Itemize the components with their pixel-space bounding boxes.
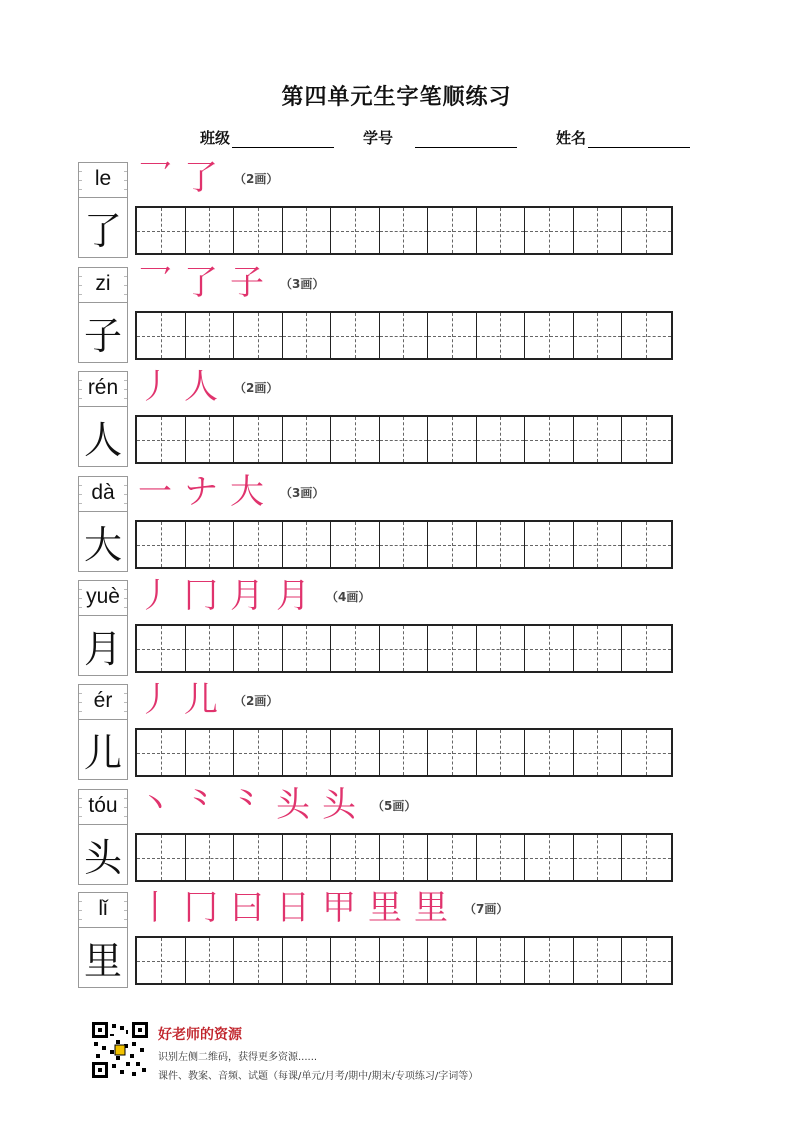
stroke-step: 甲 (322, 888, 356, 928)
writing-cell[interactable] (477, 626, 526, 671)
writing-cell[interactable] (137, 730, 186, 775)
pinyin-text: lǐ (82, 897, 124, 921)
writing-cell[interactable] (331, 313, 380, 358)
stroke-order (138, 365, 278, 409)
writing-cell[interactable] (186, 417, 235, 462)
stroke-order (138, 886, 508, 930)
writing-cell[interactable] (380, 626, 429, 671)
writing-cell[interactable] (137, 417, 186, 462)
writing-cell[interactable] (331, 835, 380, 880)
character-block (78, 680, 673, 781)
brand-name: 好老师的资源 (158, 1027, 242, 1043)
writing-cell[interactable] (574, 938, 623, 983)
stroke-step: 子 (230, 263, 264, 303)
stroke-count: （2画） (234, 380, 279, 395)
pinyin-text: dà (82, 481, 124, 505)
stroke-count: （4画） (326, 589, 371, 604)
writing-cell[interactable] (234, 626, 283, 671)
writing-cell[interactable] (525, 313, 574, 358)
writing-cell[interactable] (622, 313, 671, 358)
writing-cell[interactable] (622, 730, 671, 775)
writing-cell[interactable] (234, 313, 283, 358)
writing-cell[interactable] (428, 417, 477, 462)
writing-cell[interactable] (428, 626, 477, 671)
writing-cell[interactable] (234, 208, 283, 253)
character-box: 儿 (78, 720, 128, 780)
stroke-step: 月 (230, 576, 264, 616)
writing-cell[interactable] (477, 417, 526, 462)
stroke-step: 冂 (184, 888, 218, 928)
writing-cell[interactable] (574, 313, 623, 358)
writing-cell[interactable] (283, 522, 332, 567)
writing-cell[interactable] (428, 730, 477, 775)
character-block (78, 263, 673, 364)
writing-cell[interactable] (380, 417, 429, 462)
student-info (0, 127, 793, 151)
name-field (556, 127, 690, 148)
writing-cell[interactable] (234, 417, 283, 462)
stroke-step: 丿 (138, 576, 172, 616)
pinyin-text: le (82, 167, 124, 191)
pinyin-text: yuè (82, 585, 124, 609)
pinyin-text: rén (82, 376, 124, 400)
writing-grid (135, 206, 673, 255)
class-label: 班级 (200, 129, 231, 147)
character-block (78, 576, 673, 677)
character-block (78, 785, 673, 886)
stroke-step: 头 (276, 785, 310, 825)
writing-cell[interactable] (428, 938, 477, 983)
writing-cell[interactable] (428, 835, 477, 880)
character-box: 人 (78, 407, 128, 467)
pinyin-text: zi (82, 272, 124, 296)
pinyin-box (78, 267, 128, 303)
stroke-count: （7画） (464, 901, 509, 916)
writing-cell[interactable] (477, 208, 526, 253)
pinyin-box (78, 476, 128, 512)
stroke-step: 人 (184, 367, 218, 407)
pinyin-text: tóu (82, 794, 124, 818)
writing-cell[interactable] (477, 313, 526, 358)
writing-grid (135, 520, 673, 569)
stroke-order (138, 261, 324, 305)
student-number-label: 学号 (363, 129, 394, 147)
stroke-step: 了 (184, 158, 218, 198)
writing-cell[interactable] (622, 626, 671, 671)
writing-cell[interactable] (283, 417, 332, 462)
writing-cell[interactable] (331, 938, 380, 983)
character-box: 月 (78, 616, 128, 676)
writing-grid (135, 833, 673, 882)
stroke-step: 丶 (138, 785, 172, 825)
character-box: 了 (78, 198, 128, 258)
writing-cell[interactable] (525, 522, 574, 567)
writing-cell[interactable] (428, 522, 477, 567)
stroke-count: （3画） (280, 485, 325, 500)
writing-cell[interactable] (380, 938, 429, 983)
writing-cell[interactable] (331, 730, 380, 775)
writing-cell[interactable] (186, 522, 235, 567)
stroke-step: 儿 (184, 680, 218, 720)
character-box: 里 (78, 928, 128, 988)
writing-cell[interactable] (525, 730, 574, 775)
stroke-step: 大 (230, 472, 264, 512)
writing-cell[interactable] (283, 938, 332, 983)
writing-cell[interactable] (331, 626, 380, 671)
writing-cell[interactable] (380, 522, 429, 567)
writing-cell[interactable] (574, 522, 623, 567)
stroke-step: 乛 (138, 158, 172, 198)
pinyin-box (78, 892, 128, 928)
character-box: 头 (78, 825, 128, 885)
name-label: 姓名 (556, 129, 587, 147)
writing-cell[interactable] (428, 208, 477, 253)
writing-cell[interactable] (283, 730, 332, 775)
writing-cell[interactable] (380, 730, 429, 775)
writing-cell[interactable] (234, 522, 283, 567)
stroke-step: 丨 (138, 888, 172, 928)
writing-cell[interactable] (622, 835, 671, 880)
writing-cell[interactable] (283, 313, 332, 358)
writing-cell[interactable] (137, 522, 186, 567)
writing-cell[interactable] (525, 835, 574, 880)
writing-cell[interactable] (137, 835, 186, 880)
stroke-step: 一 (138, 472, 172, 512)
stroke-step: 曰 (230, 888, 264, 928)
stroke-step: ⺀ (184, 785, 218, 825)
stroke-order (138, 783, 416, 827)
writing-grid (135, 936, 673, 985)
writing-grid (135, 728, 673, 777)
footer-note: 识别左侧二维码，获得更多资源...... (158, 1052, 318, 1063)
stroke-count: （2画） (234, 171, 279, 186)
stroke-step: 日 (276, 888, 310, 928)
pinyin-box (78, 684, 128, 720)
writing-cell[interactable] (525, 208, 574, 253)
writing-cell[interactable] (574, 208, 623, 253)
writing-cell[interactable] (234, 730, 283, 775)
writing-cell[interactable] (186, 313, 235, 358)
writing-cell[interactable] (331, 417, 380, 462)
writing-cell[interactable] (283, 208, 332, 253)
writing-cell[interactable] (234, 938, 283, 983)
writing-cell[interactable] (574, 417, 623, 462)
writing-cell[interactable] (331, 522, 380, 567)
character-box: 大 (78, 512, 128, 572)
stroke-step: 冂 (184, 576, 218, 616)
writing-cell[interactable] (428, 313, 477, 358)
writing-cell[interactable] (622, 417, 671, 462)
footer-resources: 课件、教案、音频、试题（每课/单元/月考/期中/期末/专项练习/字词等） (158, 1071, 479, 1082)
stroke-step: 丿 (138, 367, 172, 407)
pinyin-text: ér (82, 689, 124, 713)
writing-cell[interactable] (574, 626, 623, 671)
writing-grid (135, 415, 673, 464)
character-box: 子 (78, 303, 128, 363)
writing-cell[interactable] (380, 835, 429, 880)
page-title: 第四单元生字笔顺练习 (281, 85, 512, 110)
stroke-count: （5画） (372, 798, 417, 813)
writing-cell[interactable] (186, 626, 235, 671)
character-block (78, 472, 673, 573)
student-number-blank[interactable] (415, 129, 517, 148)
character-block (78, 888, 673, 989)
footer (92, 1022, 612, 1084)
writing-cell[interactable] (137, 626, 186, 671)
writing-grid (135, 311, 673, 360)
writing-cell[interactable] (283, 835, 332, 880)
writing-cell[interactable] (137, 938, 186, 983)
pinyin-box (78, 371, 128, 407)
writing-cell[interactable] (477, 522, 526, 567)
stroke-order (138, 574, 370, 618)
stroke-step: ⺀ (230, 785, 264, 825)
name-blank[interactable] (588, 129, 690, 148)
writing-cell[interactable] (186, 208, 235, 253)
stroke-step: 头 (322, 785, 356, 825)
character-block (78, 367, 673, 468)
writing-cell[interactable] (477, 938, 526, 983)
pinyin-box (78, 162, 128, 198)
stroke-step: 月 (276, 576, 310, 616)
stroke-count: （2画） (234, 693, 279, 708)
writing-cell[interactable] (622, 938, 671, 983)
stroke-step: 里 (368, 888, 402, 928)
student-number-field (363, 127, 517, 148)
writing-cell[interactable] (186, 938, 235, 983)
writing-cell[interactable] (234, 835, 283, 880)
class-field (200, 127, 334, 148)
writing-cell[interactable] (380, 313, 429, 358)
stroke-step: 里 (414, 888, 448, 928)
writing-cell[interactable] (574, 730, 623, 775)
writing-cell[interactable] (331, 208, 380, 253)
class-blank[interactable] (232, 129, 334, 148)
character-block (78, 158, 673, 259)
writing-cell[interactable] (477, 730, 526, 775)
stroke-order (138, 156, 278, 200)
writing-cell[interactable] (525, 417, 574, 462)
writing-cell[interactable] (380, 208, 429, 253)
writing-cell[interactable] (622, 208, 671, 253)
pinyin-box (78, 580, 128, 616)
writing-cell[interactable] (137, 208, 186, 253)
writing-cell[interactable] (137, 313, 186, 358)
writing-cell[interactable] (525, 626, 574, 671)
pinyin-box (78, 789, 128, 825)
stroke-step: ナ (184, 472, 218, 512)
writing-cell[interactable] (477, 835, 526, 880)
stroke-count: （3画） (280, 276, 325, 291)
stroke-step: 乛 (138, 263, 172, 303)
stroke-order (138, 470, 324, 514)
stroke-order (138, 678, 278, 722)
writing-cell[interactable] (283, 626, 332, 671)
writing-cell[interactable] (622, 522, 671, 567)
writing-cell[interactable] (186, 835, 235, 880)
writing-grid (135, 624, 673, 673)
stroke-step: 了 (184, 263, 218, 303)
writing-cell[interactable] (525, 938, 574, 983)
stroke-step: 丿 (138, 680, 172, 720)
qr-code-icon (92, 1022, 148, 1078)
writing-cell[interactable] (574, 835, 623, 880)
writing-cell[interactable] (186, 730, 235, 775)
